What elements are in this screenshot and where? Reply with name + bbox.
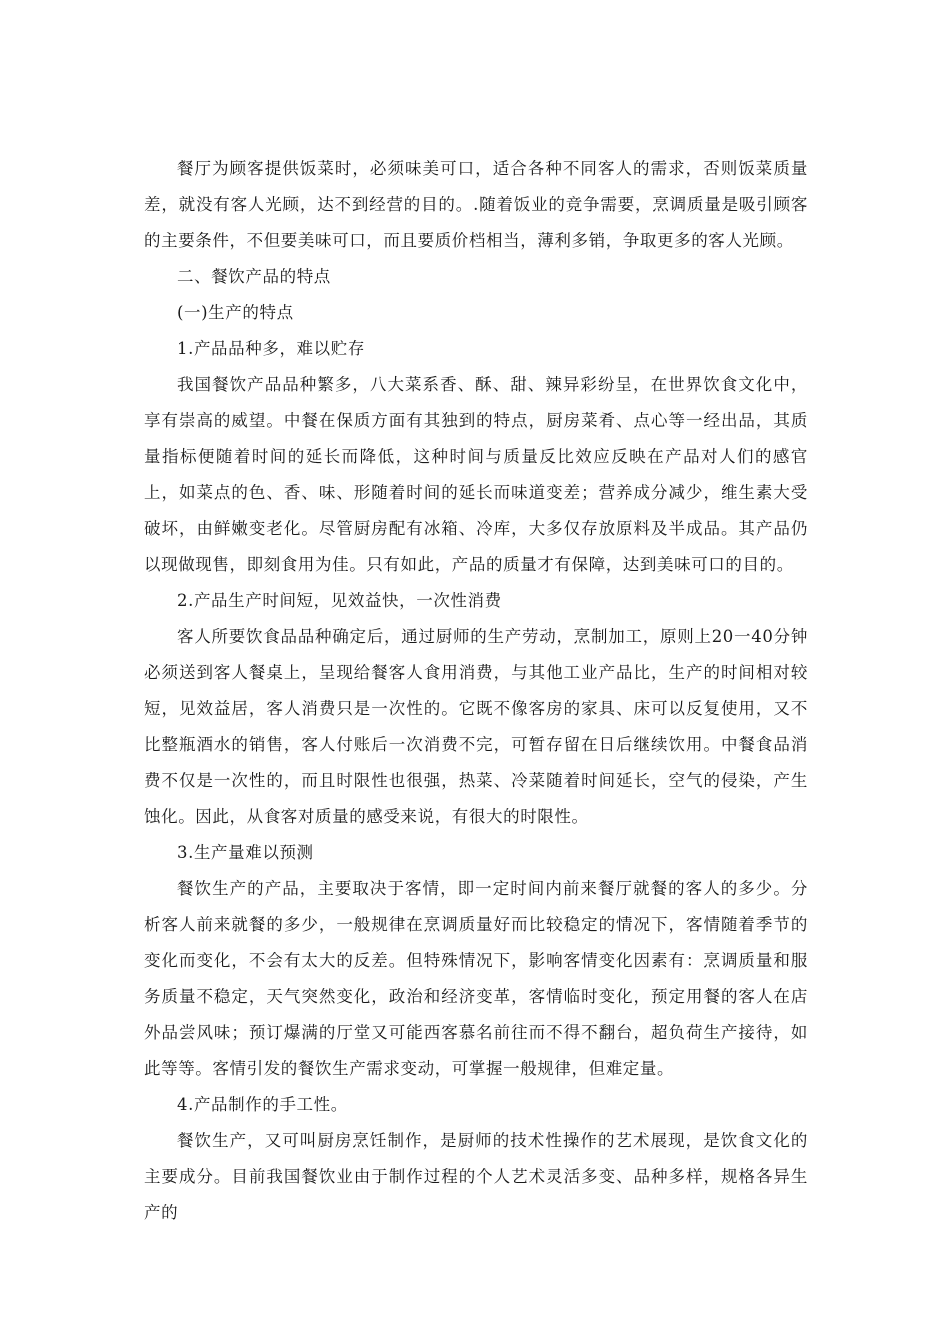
paragraph-item-2: 客人所要饮食品品种确定后，通过厨师的生产劳动，烹制加工，原则上20一40分钟必须送到客人餐桌上，呈现给餐客人食用消费，与其他工业产品比，生产的时间相对较短，见效益居，客人消费只是一次性的。它既不像客房的家具、床可以反复使用，又不比整瓶酒水的销售，客人付账后一次消费不完，可暂存留在日后继续饮用。中餐食品消费不仅是一次性的，而且时限性也很强，热菜、冷菜随着时间延长，空气的侵染，产生蚀化。因此，从食客对质量的感受来说，有很大的时限性。 [144, 627, 808, 826]
paragraph-item-3: 餐饮生产的产品，主要取决于客情，即一定时间内前来餐厅就餐的客人的多少。分析客人前来就餐的多少，一般规律在烹调质量好而比较稳定的情况下，客情随着季节的变化而变化，不会有太大的反差。但特殊情况下，影响客情变化因素有：烹调质量和服务质量不稳定，天气突然变化，政治和经济变革，客情临时变化，预定用餐的客人在店外品尝风味；预订爆满的厅堂又可能西客慕名前往而不得不翻台，超负荷生产接待，如此等等。客情引发的餐饮生产需求变动，可掌握一般规律，但难定量。 [144, 879, 808, 1078]
paragraph-item-1: 我国餐饮产品品种繁多，八大菜系香、酥、甜、辣异彩纷呈，在世界饮食文化中，享有崇高的威望。中餐在保质方面有其独到的特点，厨房菜肴、点心等一经出品，其质量指标便随着时间的延长而降低，这种时间与质量反比效应反映在产品对人们的感官上，如菜点的色、香、味、形随着时间的延长而味道变差；营养成分减少，维生素大受破坏，由鲜嫩变老化。尽管厨房配有冰箱、冷库，大多仅存放原料及半成品。其产品仍以现做现售，即刻食用为佳。只有如此，产品的质量才有保障，达到美味可口的目的。 [144, 375, 808, 574]
document-body [144, 151, 808, 1231]
heading-section-2: 二、餐饮产品的特点 [177, 267, 331, 286]
heading-item-1: 1.产品品种多，难以贮存 [177, 339, 365, 358]
paragraph-intro: 餐厅为顾客提供饭菜时，必须味美可口，适合各种不同客人的需求，否则饭菜质量差，就没有客人光顾，达不到经营的目的。.随着饭业的竞争需要，烹调质量是吸引顾客的主要条件，不但要美味可口，而且要质价档相当，薄利多销，争取更多的客人光顾。 [144, 159, 808, 250]
heading-subsection-1: (一)生产的特点 [177, 303, 294, 322]
paragraph-item-4: 餐饮生产，又可叫厨房烹饪制作，是厨师的技术性操作的艺术展现，是饮食文化的主要成分。目前我国餐饮业由于制作过程的个人艺术灵活多变、品种多样，规格各异生产的 [144, 1131, 808, 1222]
heading-item-3: 3.生产量难以预测 [177, 843, 314, 862]
heading-item-4: 4.产品制作的手工性。 [177, 1095, 348, 1114]
heading-item-2: 2.产品生产时间短，见效益快，一次性消费 [177, 591, 502, 610]
